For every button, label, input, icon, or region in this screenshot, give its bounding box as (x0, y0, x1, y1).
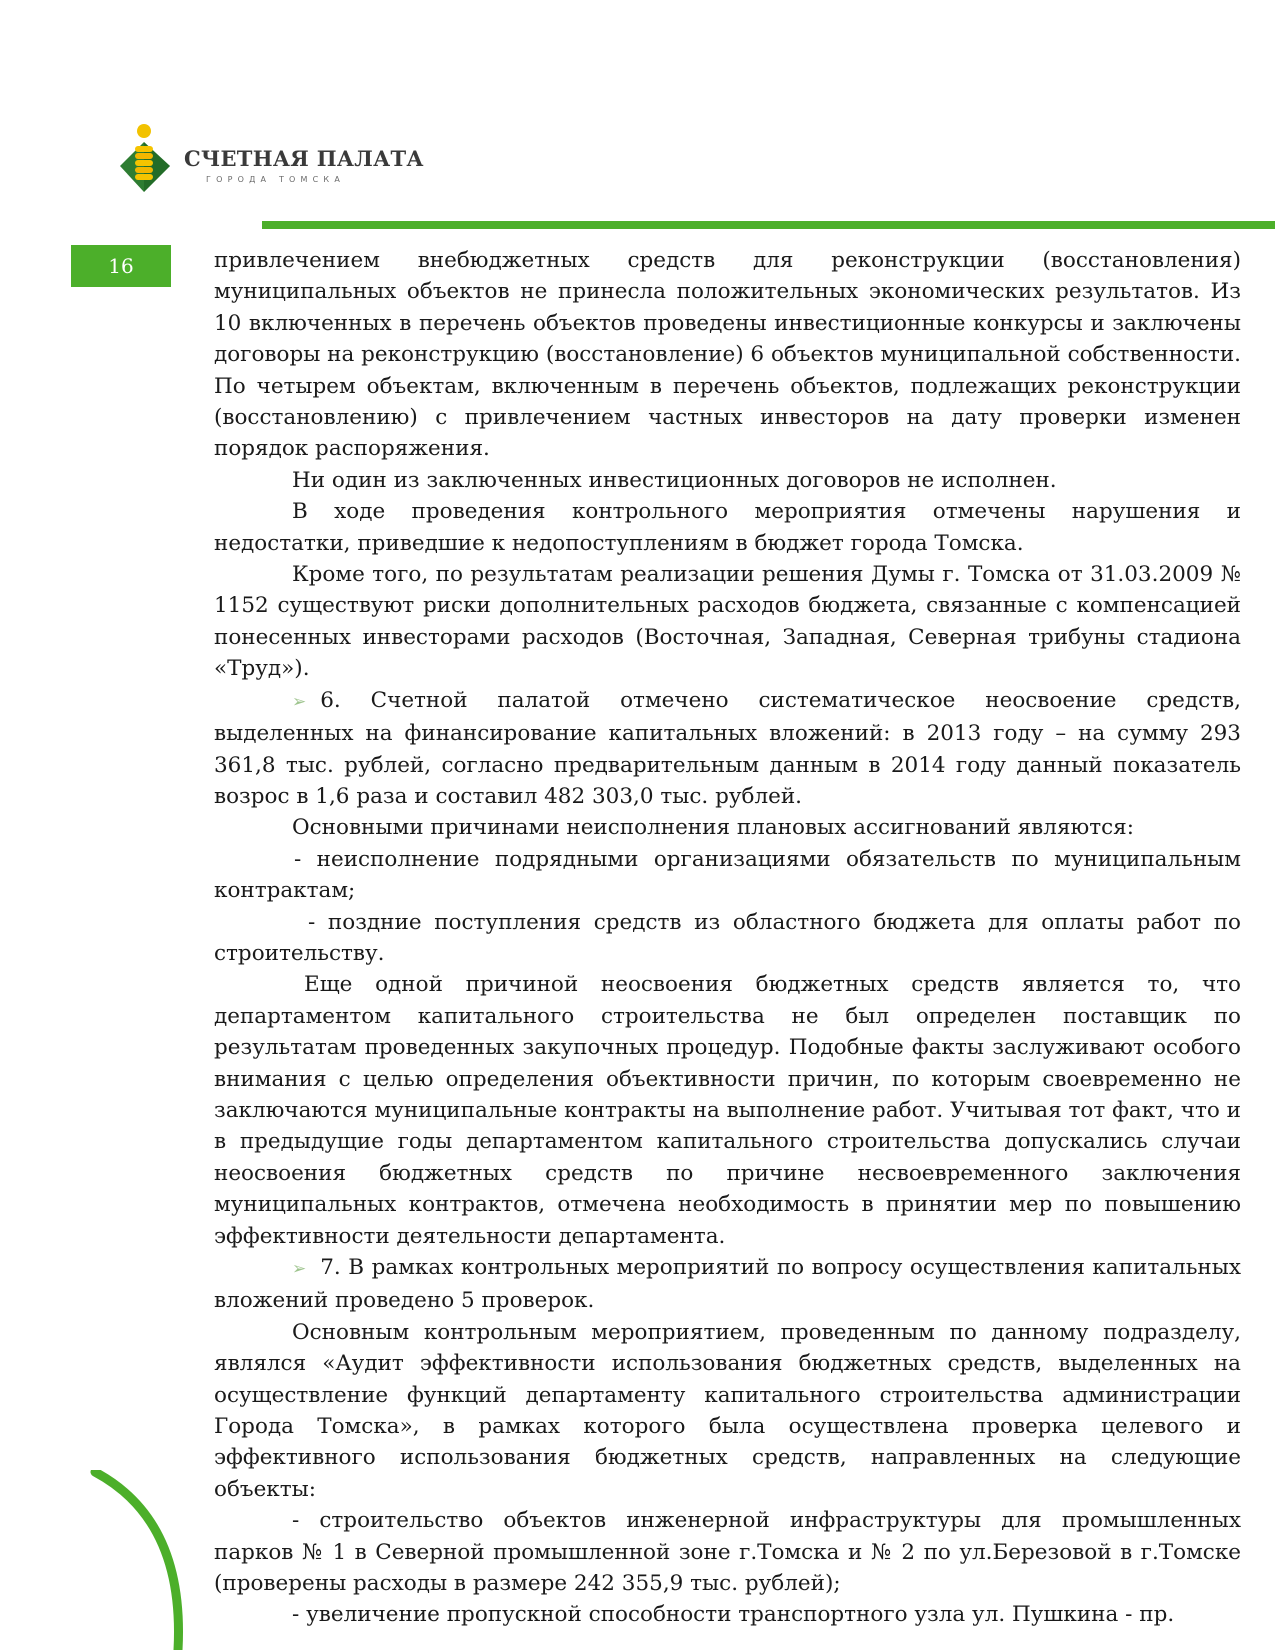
paragraph: привлечением внебюджетных средств для реконструкции (восстановления) муниципальных объектов не принесла положительных экономических результатов. Из 10 включенных в перечень объектов проведены инвестиционные конкурсы и заключены договоры на реконструкцию (восстановление) 6 объектов муниципальной собственности. По четырем объектам, включенным в перечень объектов, подлежащих реконструкции (восстановлению) с привлечением частных инвесторов на дату проверки изменен порядок распоряжения. (214, 248, 1241, 462)
coin-stack-logo-icon (118, 120, 178, 200)
paragraph: Еще одной причиной неосвоения бюджетных средств является то, что департаментом капитального строительства не был определен поставщик по результатам проведенных закупочных процедур. Подобные факты заслуживают особого внимания с целью определения объективности причин, по которым своевременно не заключаются муниципальные контракты на выполнение работ. Учитывая тот факт, что и в предыдущие годы департаментом капитального строительства допускались случаи неосвоения бюджетных средств по причине несвоевременного заключения муниципальных контрактов, отмечена необходимость в принятии мер по повышению эффективности деятельности департамента. (214, 972, 1241, 1249)
bullet-paragraph (214, 1252, 1241, 1317)
org-title: СЧЕТНАЯ ПАЛАТА (184, 146, 424, 171)
list-item: - неисполнение подрядными организациями обязательств по муниципальным контрактам; (214, 846, 1241, 904)
header-rule (262, 221, 1275, 229)
paragraph-text: 6. Счетной палатой отмечено систематическое неосвоение средств, выделенных на финансирование капитальных вложений: в 2013 году – на сумму 293 361,8 тыс. рублей, согласно предварительным данным в 2014 году данный показатель возрос в 1,6 раза и составил 482 303,0 тыс. рублей. (214, 687, 1241, 809)
document-body (214, 245, 1241, 1631)
paragraph: Основными причинами неисполнения плановых ассигнований являются: (292, 815, 1134, 841)
page-number: 16 (108, 254, 134, 278)
decorative-arc (0, 1470, 200, 1650)
list-item: - поздние поступления средств из областного бюджета для оплаты работ по строительству. (214, 909, 1241, 966)
page-number-badge (71, 245, 171, 287)
paragraph: В ходе проведения контрольного мероприятия отмечены нарушения и недостатки, приведшие к недопоступлениям в бюджет города Томска. (214, 499, 1241, 556)
paragraph-text: 7. В рамках контрольных мероприятий по вопросу осуществления капитальных вложений проведено 5 проверок. (214, 1255, 1241, 1314)
arrow-bullet-icon: ➢ (292, 1259, 307, 1279)
list-item: - увеличение пропускной способности транспортного узла ул. Пушкина - пр. (292, 1602, 1175, 1628)
arrow-bullet-icon: ➢ (292, 691, 307, 712)
logo (118, 120, 424, 200)
paragraph: Кроме того, по результатам реализации решения Думы г. Томска от 31.03.2009 № 1152 существуют риски дополнительных расходов бюджета, связанные с компенсацией понесенных инвесторами расходов (Восточная, Западная, Северная трибуны стадиона «Труд»). (214, 562, 1241, 682)
bullet-paragraph (214, 685, 1241, 813)
org-subtitle: ГОРОДА ТОМСКА (206, 175, 345, 184)
paragraph: Ни один из заключенных инвестиционных договоров не исполнен. (292, 467, 1057, 493)
list-item: - строительство объектов инженерной инфраструктуры для промышленных парков № 1 в Северной промышленной зоне г.Томска и № 2 по ул.Березовой в г.Томске (проверены расходы в размере 242 355,9 тыс. рублей); (214, 1508, 1241, 1597)
paragraph: Основным контрольным мероприятием, проведенным по данному подразделу, являлся «Аудит эффективности использования бюджетных средств, выделенных на осуществление функций департаменту капитального строительства администрации Города Томска», в рамках которого была осуществлена проверка целевого и эффективного использования бюджетных средств, направленных на следующие объекты: (214, 1319, 1241, 1502)
